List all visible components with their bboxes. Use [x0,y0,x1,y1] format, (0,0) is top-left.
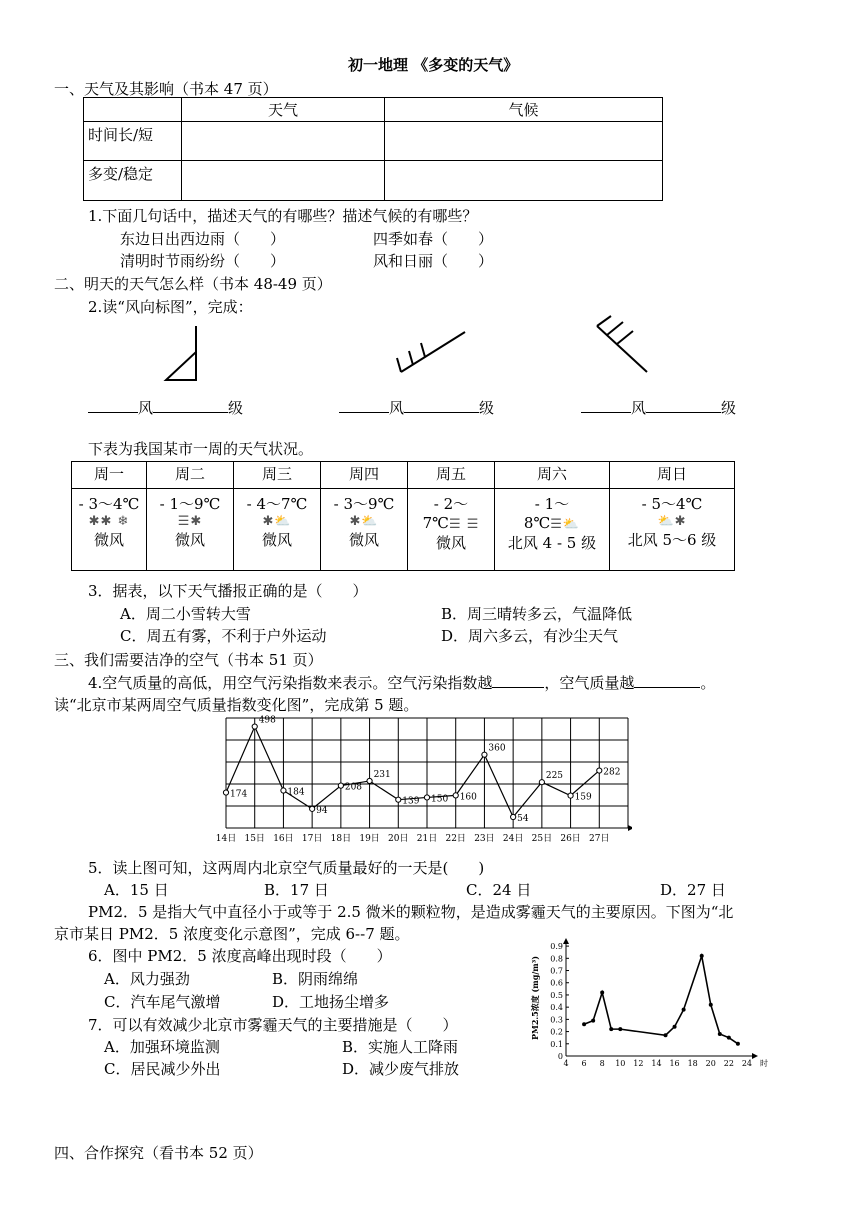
col-weather: 天气 [182,98,385,122]
y-tick-label: 0.2 [550,1027,563,1037]
y-tick-label: 0.3 [550,1015,563,1025]
aqi-point [539,780,544,785]
pm25-point [609,1027,613,1031]
aqi-line-chart [212,714,632,844]
aqi-data-label: 184 [287,787,305,798]
q5-option: C．24 日 [466,881,532,899]
pm25-point [700,954,704,958]
aqi-x-tick: 16日 [273,834,294,844]
cloudy-snow-icon: ⛅✱ [657,514,687,529]
y-tick-label: 0.8 [550,954,563,964]
day-header: 周六 [495,462,610,489]
aqi-x-tick: 17日 [301,834,323,844]
day-cell: - 3～4℃ ✱✱ ❄ 微风 [72,489,147,571]
aqi-x-tick: 23日 [474,834,495,844]
aqi-data-label: 159 [574,792,592,803]
pm25-intro-line2: 京市某日 PM2．5 浓度变化示意图”，完成 6--7 题。 [54,925,410,943]
x-tick-label: 18 [687,1059,698,1068]
section-2-heading: 二、明天的天气怎么样（书本 48-49 页） [54,275,332,293]
day-header: 周四 [321,462,408,489]
snow-cloudy-icon: ✱⛅ [262,514,292,529]
col-climate: 气候 [385,98,663,122]
pm25-intro-line1: PM2．5 是指大气中直径小于或等于 2.5 微米的颗粒物，是造成雾霾天气的主要原因。下图为“北 [88,903,734,921]
q6-option: D．工地扬尘增多 [272,993,390,1011]
x-tick-label: 22 [723,1059,734,1068]
pm25-point [736,1042,740,1046]
q6-option: C．汽车尾气激增 [104,993,221,1011]
pm25-point [673,1025,677,1029]
pm25-point [582,1022,586,1026]
x-tick-label: 16 [669,1059,680,1068]
aqi-x-tick: 24日 [502,834,524,844]
pm25-point [591,1019,595,1023]
aqi-point [424,795,429,800]
answer-cell[interactable] [385,122,663,161]
y-tick-label: 0.1 [550,1039,563,1049]
fog-fog-icon: ☰ ☰ [448,517,480,532]
aqi-data-label: 225 [545,771,564,782]
fog-snow-icon: ☰✱ [177,514,203,529]
pm25-point [600,991,604,995]
x-tick-label: 4 [563,1059,569,1068]
q7-option: A．加强环境监测 [104,1038,220,1056]
q7-option: C．居民减少外出 [104,1060,221,1078]
weekly-weather-table [71,461,735,571]
pm25-point [718,1032,722,1036]
day-header: 周五 [408,462,495,489]
aqi-data-label: 208 [344,782,363,793]
day-cell: - 5～4℃ ⛅✱ 北风 5～6 级 [610,489,735,571]
aqi-x-tick: 25日 [531,834,553,844]
q1-item: 风和日丽（ ） [373,252,494,270]
axis-arrow [628,825,632,831]
wind-answer-2[interactable]: 风 级 [339,397,494,418]
page-title: 初一地理 《多变的天气》 [348,56,519,74]
x-tick-label: 8 [599,1059,605,1068]
aqi-data-label: 174 [230,789,248,800]
day-cell: - 2～ 7℃☰ ☰ 微风 [408,489,495,571]
aqi-point [338,783,343,788]
x-tick-label: 24 [741,1059,753,1068]
section-4-heading: 四、合作探究（看书本 52 页） [54,1144,263,1162]
question-2: 2.读“风向标图”，完成： [88,298,253,316]
y-tick-label: 0 [557,1052,563,1061]
section-1-heading: 一、天气及其影响（书本 47 页） [54,80,278,98]
aqi-data-label: 54 [517,814,529,824]
aqi-point [310,806,315,811]
day-header: 周日 [610,462,735,489]
aqi-point [482,752,487,757]
axis-arrow [563,938,569,944]
q3-option: B．周三晴转多云，气温降低 [441,605,633,623]
section-3-heading: 三、我们需要洁净的空气（书本 51 页） [54,651,323,669]
answer-cell[interactable] [385,161,663,201]
aqi-x-tick: 14日 [215,834,237,844]
pm25-point [618,1027,622,1031]
pm25-point [664,1033,668,1037]
aqi-point [511,814,516,819]
q3-option: C．周五有雾，不利于户外运动 [120,627,327,645]
q6-option: B．阴雨绵绵 [272,970,359,988]
y-tick-label: 0.5 [550,990,563,1000]
snow-cloudy-icon: ✱⛅ [349,514,379,529]
answer-cell[interactable] [182,161,385,201]
q1-item: 东边日出西边雨（ ） [120,230,286,248]
pm25-series-line [584,956,738,1044]
pm25-line-chart [528,934,772,1074]
wind-vane-1-icon [160,322,210,384]
y-tick-label: 0.9 [550,942,563,952]
aqi-data-label: 282 [603,767,621,778]
aqi-point [453,793,458,798]
q5-option: D．27 日 [660,881,726,899]
aqi-x-tick: 20日 [388,834,409,844]
day-cell: - 1～9℃ ☰✱ 微风 [147,489,234,571]
day-header: 周二 [147,462,234,489]
fog-cloudy-icon: ☰⛅ [550,517,581,532]
aqi-point [367,778,372,783]
pm25-point [709,1003,713,1007]
aqi-point [223,790,228,795]
q3-option: A．周二小雪转大雪 [120,605,251,623]
wind-vane-2-icon [395,328,467,376]
aqi-x-tick: 22日 [445,834,466,844]
x-tick-label: 20 [705,1059,716,1068]
aqi-data-label: 231 [373,769,391,780]
aqi-data-label: 498 [258,715,276,726]
y-tick-label: 0.6 [550,978,563,988]
day-cell: - 3～9℃ ✱⛅ 微风 [321,489,408,571]
aqi-x-tick: 18日 [330,834,352,844]
aqi-data-label: 139 [402,796,420,807]
x-tick-label: 10 [615,1059,626,1068]
row-duration: 时间长/短 [84,122,182,161]
aqi-data-label: 360 [488,743,506,754]
day-header: 周三 [234,462,321,489]
weather-climate-table [83,97,663,201]
table-intro: 下表为我国某市一周的天气状况。 [88,440,314,458]
day-cell: - 1～ 8℃☰⛅ 北风 4 - 5 级 [495,489,610,571]
aqi-x-tick: 19日 [359,834,380,844]
x-axis-label: 时 [760,1059,768,1068]
aqi-data-label: 160 [459,792,477,803]
y-tick-label: 0.7 [550,966,563,976]
q7-option: B．实施人工降雨 [342,1038,459,1056]
aqi-point [597,768,602,773]
day-header: 周一 [72,462,147,489]
pm25-point [727,1036,731,1040]
read-chart-instruction: 读“北京市某两周空气质量指数变化图”，完成第 5 题。 [54,696,419,714]
snow-shower-icon: ✱✱ ❄ [88,514,130,529]
q7-option: D．减少废气排放 [342,1060,460,1078]
aqi-point [252,724,257,729]
x-tick-label: 6 [581,1059,587,1068]
y-axis-label: PM2.5浓度 (mg/m³) [530,955,540,1041]
question-6: 6．图中 PM2．5 浓度高峰出现时段（ ） [88,947,392,965]
aqi-x-tick: 21日 [416,834,438,844]
aqi-data-label: 94 [316,805,328,816]
aqi-point [568,793,573,798]
wind-answer-3[interactable]: 风 级 [581,397,736,418]
aqi-x-tick: 15日 [244,834,265,844]
pm25-point [682,1008,686,1012]
wind-answer-1[interactable]: 风 级 [88,397,243,418]
y-tick-label: 0.4 [550,1003,563,1013]
answer-cell[interactable] [182,122,385,161]
aqi-point [396,797,401,802]
day-cell: - 4～7℃ ✱⛅ 微风 [234,489,321,571]
q3-option: D．周六多云，有沙尘天气 [441,627,619,645]
q1-item: 四季如春（ ） [373,230,494,248]
wind-vane-3-icon [595,314,651,376]
q6-option: A．风力强劲 [104,970,190,988]
question-4: 4.空气质量的高低，用空气污染指数来表示。空气污染指数越 ，空气质量越 。 [88,674,716,692]
aqi-x-tick: 26日 [560,834,581,844]
aqi-data-label: 150 [431,794,449,805]
x-tick-label: 12 [633,1059,644,1068]
question-7: 7．可以有效减少北京市雾霾天气的主要措施是（ ） [88,1016,458,1034]
q5-option: B．17 日 [264,881,329,899]
x-tick-label: 14 [651,1059,662,1068]
q1-item: 清明时节雨纷纷（ ） [120,252,286,270]
question-3: 3．据表，以下天气播报正确的是（ ） [88,582,368,600]
row-variability: 多变/稳定 [84,161,182,201]
axis-arrow [752,1053,758,1059]
question-5: 5．读上图可知，这两周内北京空气质量最好的一天是( ) [88,859,485,877]
aqi-x-tick: 27日 [589,834,610,844]
q5-option: A．15 日 [104,881,169,899]
aqi-point [281,788,286,793]
question-1: 1.下面几句话中，描述天气的有哪些？描述气候的有哪些？ [88,207,478,225]
